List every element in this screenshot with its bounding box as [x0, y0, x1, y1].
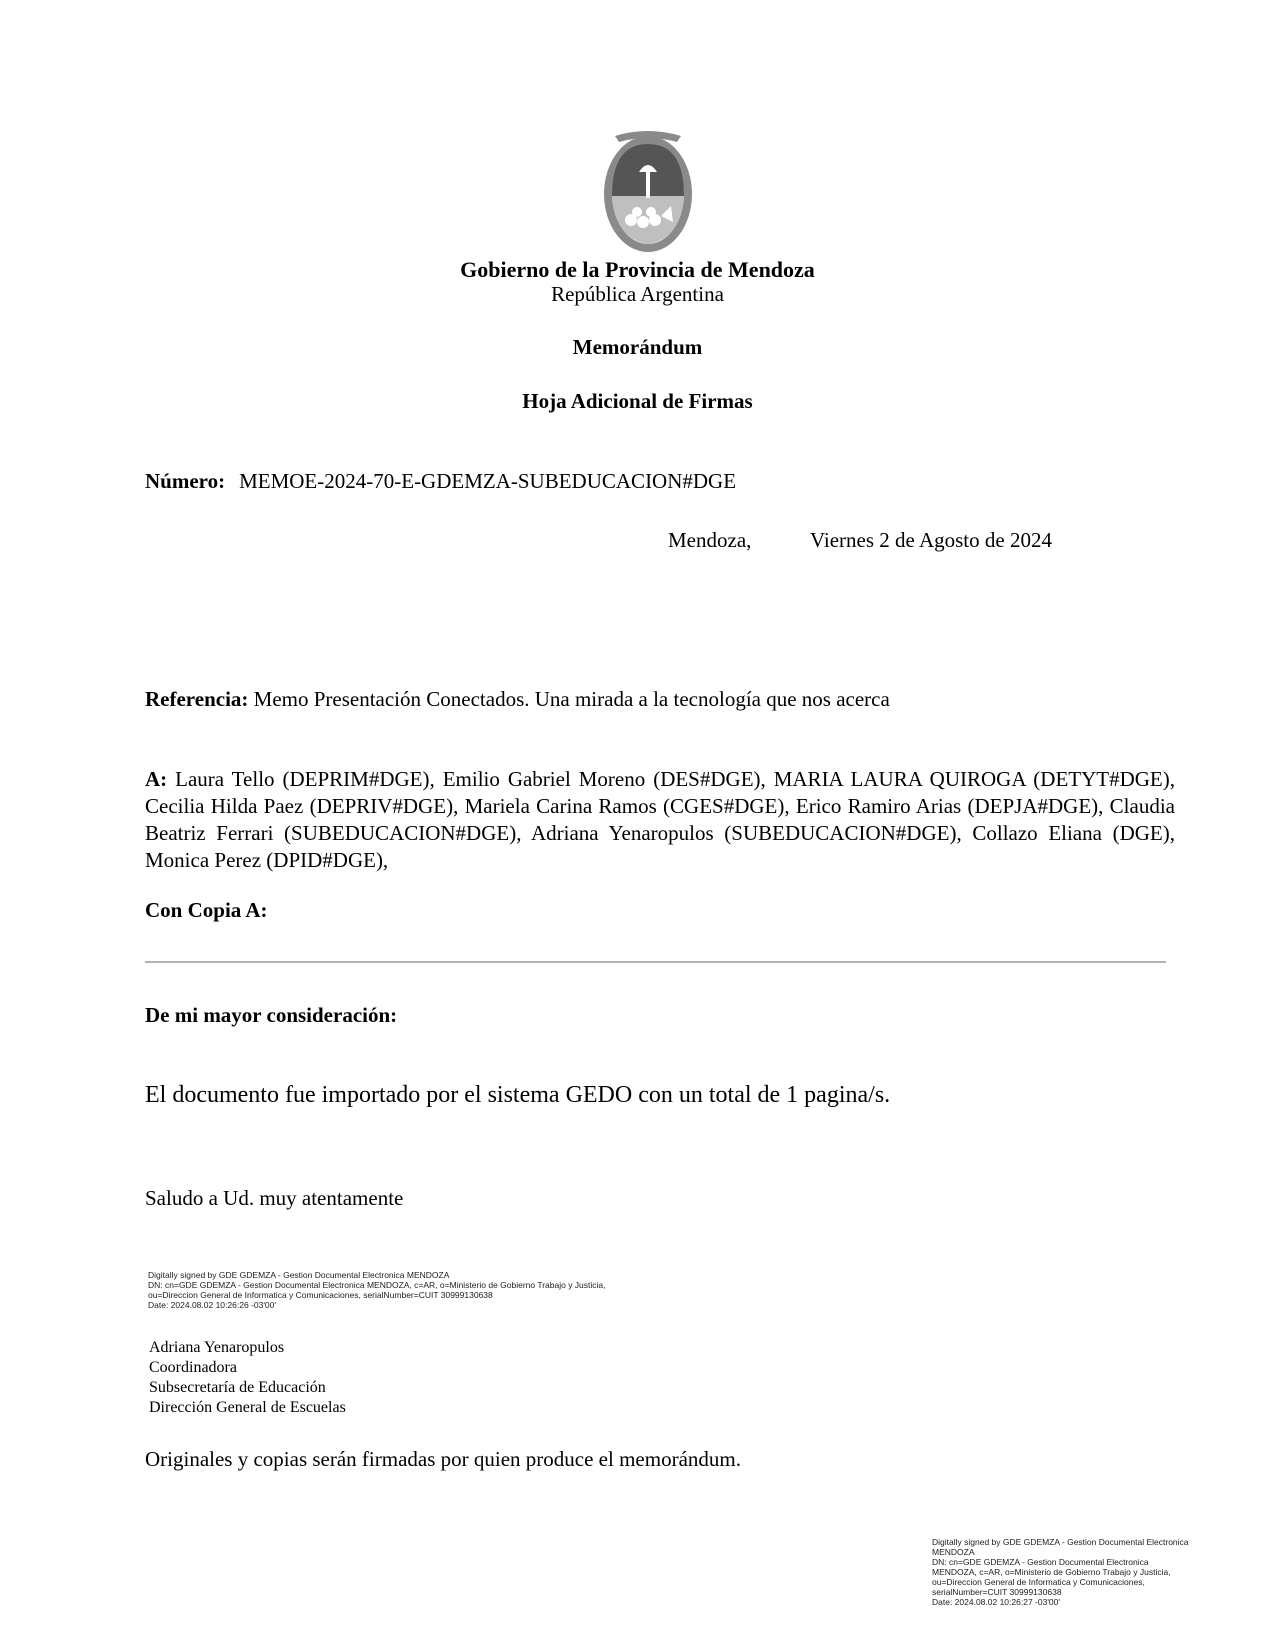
- body-text: El documento fue importado por el sistema GEDO con un total de 1 pagina/s.: [145, 1082, 891, 1108]
- signer-role: Coordinadora: [149, 1359, 237, 1376]
- recipients: [145, 766, 1175, 874]
- signer-directorate: Dirección General de Escuelas: [149, 1399, 346, 1416]
- signature-line: DN: cn=GDE GDEMZA - Gestion Documental Electronica MENDOZA, c=AR, o=Ministerio de Gobierno Trabajo y Justicia,: [148, 1280, 606, 1290]
- closing: Saludo a Ud. muy atentamente: [145, 1186, 404, 1210]
- document-type: Memorándum: [572, 335, 703, 359]
- republic-name: República Argentina: [551, 282, 724, 306]
- document-number: [145, 469, 736, 494]
- signature-line: Date: 2024.08.02 10:26:27 -03'00': [932, 1597, 1061, 1607]
- signature-line: Digitally signed by GDE GDEMZA - Gestion Documental Electronica: [932, 1537, 1189, 1547]
- signature-line: ou=Direccion General de Informatica y Comunicaciones, serialNumber=CUIT 30999130638: [148, 1290, 493, 1300]
- government-name: Gobierno de la Provincia de Mendoza: [460, 257, 815, 282]
- greeting: De mi mayor consideración:: [145, 1003, 398, 1027]
- digital-signature-stamp: [148, 1270, 606, 1310]
- signature-line: Date: 2024.08.02 10:26:26 -03'00': [148, 1300, 277, 1310]
- mendoza-seal-icon: [601, 130, 695, 254]
- cc-label: Con Copia A:: [145, 898, 268, 922]
- document-number-value: MEMOE-2024-70-E-GDEMZA-SUBEDUCACION#DGE: [239, 469, 737, 493]
- signer-block: [149, 1338, 346, 1418]
- reference: [145, 687, 890, 712]
- signature-line: MENDOZA: [932, 1547, 975, 1557]
- sheet-title: Hoja Adicional de Firmas: [522, 389, 753, 413]
- recipients-label: A:: [145, 767, 168, 791]
- reference-label: Referencia:: [145, 687, 249, 711]
- signer-name: Adriana Yenaropulos: [149, 1339, 285, 1356]
- city: Mendoza,: [668, 528, 752, 552]
- digital-signature-stamp-footer: [932, 1537, 1202, 1607]
- date: Viernes 2 de Agosto de 2024: [810, 528, 1052, 552]
- signature-line: ou=Direccion General de Informatica y Comunicaciones,: [932, 1577, 1145, 1587]
- document-number-label: Número:: [145, 469, 226, 493]
- footer-note: Originales y copias serán firmadas por quien produce el memorándum.: [145, 1447, 741, 1471]
- recipients-value: Laura Tello (DEPRIM#DGE), Emilio Gabriel Moreno (DES#DGE), MARIA LAURA QUIROGA (DETYT#DGE), Cecilia Hilda Paez (DEPRIV#DGE), Mariela Carina Ramos (CGES#DGE), Erico Ramiro Arias (DEPJA#DGE), Claudia Beatriz Ferrari (SUBEDUCACION#DGE), Adriana Yenaropulos (SUBEDUCACION#DGE), Collazo Eliana (DGE), Monica Perez (DPID#DGE),: [145, 767, 1176, 872]
- signature-line: MENDOZA, c=AR, o=Ministerio de Gobierno Trabajo y Justicia,: [932, 1567, 1171, 1577]
- signature-line: serialNumber=CUIT 30999130638: [932, 1587, 1062, 1597]
- signer-office: Subsecretaría de Educación: [149, 1379, 326, 1396]
- divider: [145, 961, 1166, 963]
- signature-line: DN: cn=GDE GDEMZA - Gestion Documental Electronica: [932, 1557, 1149, 1567]
- signature-line: Digitally signed by GDE GDEMZA - Gestion Documental Electronica MENDOZA: [148, 1270, 450, 1280]
- reference-value: Memo Presentación Conectados. Una mirada a la tecnología que nos acerca: [253, 687, 890, 711]
